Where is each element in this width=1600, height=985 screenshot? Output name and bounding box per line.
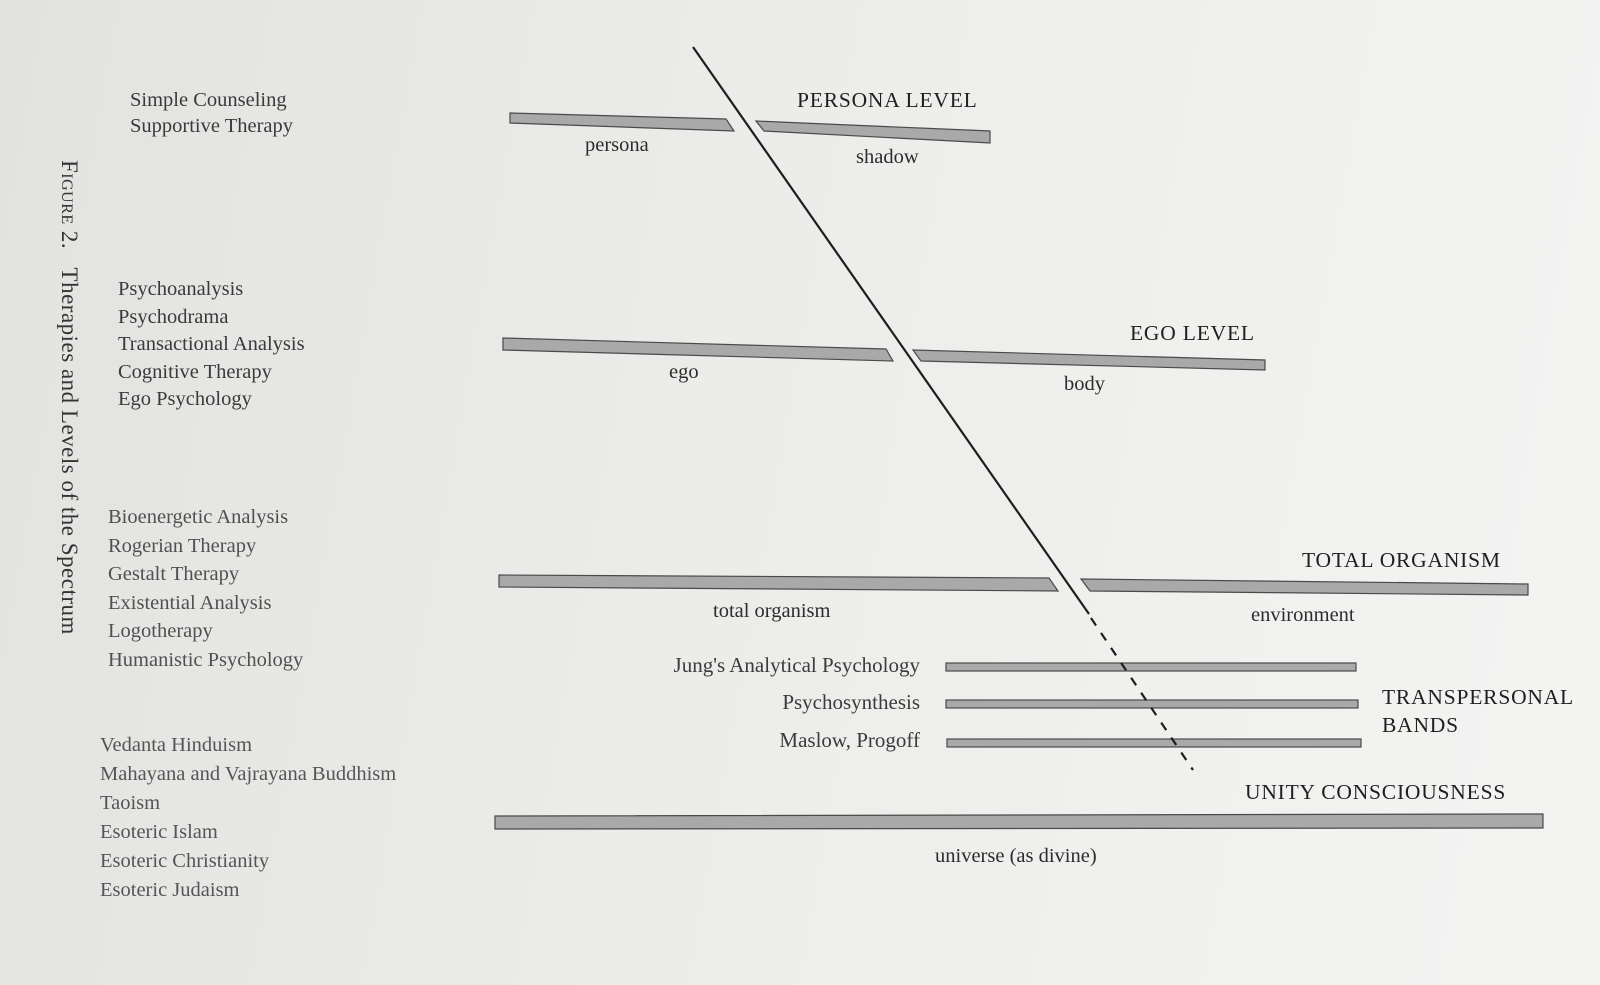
band-psychosynthesis (946, 700, 1358, 708)
therapy-item: Psychodrama (118, 305, 229, 328)
therapy-item: Esoteric Judaism (100, 879, 240, 901)
therapy-item: Esoteric Islam (100, 821, 218, 843)
total-organism-level-label: TOTAL ORGANISM (1302, 548, 1501, 572)
band-label-psychosynthesis: Psychosynthesis (782, 690, 920, 714)
unity-bar (495, 814, 1543, 829)
total-organism-label: total organism (713, 600, 831, 622)
ego-label: ego (669, 361, 699, 383)
ego-bar (503, 338, 893, 361)
body-label: body (1064, 373, 1105, 395)
therapy-item: Bioenergetic Analysis (108, 506, 289, 528)
transpersonal-level-label (1382, 683, 1574, 739)
persona-bar (510, 113, 734, 131)
body-bar (913, 350, 1265, 370)
persona-level-label: PERSONA LEVEL (797, 88, 978, 112)
transpersonal-label-line1: TRANSPERSONAL (1382, 685, 1574, 709)
therapy-item: Supportive Therapy (130, 115, 294, 137)
transpersonal-label-line2: BANDS (1382, 713, 1459, 737)
therapy-item: Ego Psychology (118, 388, 252, 410)
band-label-jung: Jung's Analytical Psychology (673, 653, 920, 677)
band-maslow-progoff (947, 739, 1361, 747)
therapy-item: Psychoanalysis (118, 278, 244, 300)
therapy-item: Gestalt Therapy (108, 563, 240, 585)
figure-title: Therapies and Levels of the Spectrum (57, 267, 82, 635)
environment-label: environment (1251, 604, 1355, 626)
therapy-item: Rogerian Therapy (108, 534, 257, 557)
therapy-item: Taoism (100, 792, 161, 814)
unity-level-label: UNITY CONSCIOUSNESS (1245, 780, 1507, 804)
universe-label: universe (as divine) (935, 845, 1097, 867)
therapy-item: Transactional Analysis (118, 333, 305, 355)
total-organism-bar (499, 575, 1058, 591)
ego-level-label: EGO LEVEL (1130, 321, 1255, 345)
therapy-item: Mahayana and Vajrayana Buddhism (100, 763, 397, 785)
band-label-maslow-progoff: Maslow, Progoff (779, 728, 920, 752)
therapy-item: Vedanta Hinduism (100, 734, 253, 756)
therapy-item: Simple Counseling (130, 89, 287, 111)
therapy-item: Logotherapy (108, 620, 213, 642)
therapy-item: Existential Analysis (108, 591, 272, 614)
persona-label: persona (585, 134, 649, 156)
shadow-bar (756, 121, 990, 143)
figure-number: Figure 2. (57, 160, 82, 250)
band-jung (946, 663, 1356, 671)
shadow-label: shadow (856, 146, 919, 168)
therapy-item: Esoteric Christianity (100, 850, 270, 872)
therapy-item: Cognitive Therapy (118, 360, 272, 383)
therapy-item: Humanistic Psychology (108, 648, 304, 671)
environment-bar (1081, 579, 1528, 595)
